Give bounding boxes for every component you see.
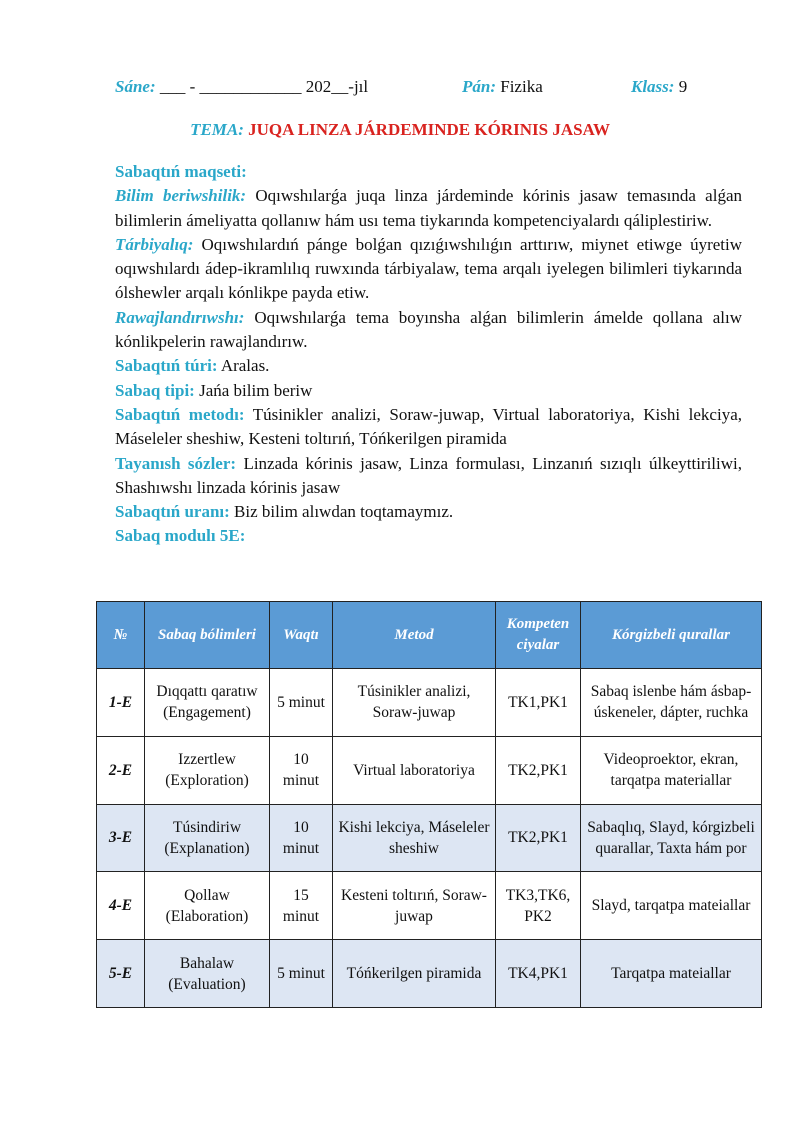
table-row — [97, 940, 762, 1008]
header-number: № — [97, 602, 145, 669]
module-5e-table — [96, 601, 762, 1008]
time-cell: 10 minut — [270, 736, 333, 804]
competence-cell: TK2,PK1 — [496, 736, 581, 804]
lesson-motto-label: Sabaqtıń uranı: — [115, 502, 230, 522]
part-cell: Bahalaw (Evaluation) — [145, 940, 270, 1008]
class-field — [631, 76, 687, 98]
lesson-module-heading: Sabaq modulı 5E: — [115, 526, 246, 546]
subject-value: Fizika — [500, 77, 543, 96]
lesson-method-label: Sabaqtıń metodı: — [115, 404, 245, 424]
header-parts: Sabaq bólimleri — [145, 602, 270, 669]
goal-developmental — [115, 306, 742, 355]
time-cell: 15 minut — [270, 872, 333, 940]
date-label: Sáne: — [115, 77, 156, 96]
part-cell: Dıqqattı qaratıw (Engagement) — [145, 669, 270, 737]
header-tools: Kórgizbeli qurallar — [581, 602, 762, 669]
method-cell: Tóńkerilgen piramida — [333, 940, 496, 1008]
lesson-motto-value: Biz bilim alıwdan toqtamaymız. — [234, 502, 454, 522]
lesson-kind — [115, 379, 742, 403]
date-field — [115, 76, 368, 98]
lesson-type-value: Aralas. — [220, 356, 270, 376]
part-cell: Izzertlew (Exploration) — [145, 736, 270, 804]
time-cell: 5 minut — [270, 940, 333, 1008]
table-row — [97, 669, 762, 737]
competence-cell: TK2,PK1 — [496, 804, 581, 872]
lesson-kind-label: Sabaq tipi: — [115, 380, 195, 400]
stage-cell: 1-E — [97, 669, 145, 737]
competence-cell: TK4,PK1 — [496, 940, 581, 1008]
competence-cell: TK3,TK6, PK2 — [496, 872, 581, 940]
tools-cell: Slayd, tarqatpa mateiallar — [581, 872, 762, 940]
class-value: 9 — [678, 77, 688, 96]
stage-cell: 5-E — [97, 940, 145, 1008]
table-row — [97, 736, 762, 804]
lesson-keywords — [115, 452, 742, 501]
lesson-type — [115, 354, 742, 378]
goals-heading: Sabaqtıń maqseti: — [115, 162, 247, 181]
class-label: Klass: — [631, 77, 675, 96]
part-cell: Qollaw (Elaboration) — [145, 872, 270, 940]
topic-title: JUQA LINZA JÁRDEMINDE KÓRINIS JASAW — [248, 120, 610, 139]
competence-cell: TK1,PK1 — [496, 669, 581, 737]
tools-cell: Videoproektor, ekran, tarqatpa materiallar — [581, 736, 762, 804]
date-value: ___ - ____________ 202__-jıl — [159, 77, 369, 96]
goal-developmental-text: Oqıwshılarǵa tema boyınsha alǵan bilimlerin ámelde qollana alıw kónlikpelerin rawajlandırıw. — [115, 307, 743, 352]
goal-educational-label: Bilim beriwshilik: — [115, 186, 247, 206]
goal-upbringing-label: Tárbiyalıq: — [115, 234, 194, 254]
table-row — [97, 872, 762, 940]
header-time: Waqtı — [270, 602, 333, 669]
lesson-method-value: Túsinikler analizi, Soraw-juwap, Virtual laboratoriya, Kishi lekciya, Máseleler sheshiw, Kesteni toltırıń, Tóńkerilgen piramida — [115, 404, 742, 449]
tools-cell: Tarqatpa mateiallar — [581, 940, 762, 1008]
method-cell: Kesteni toltırıń, Soraw-juwap — [333, 872, 496, 940]
lesson-type-label: Sabaqtıń túri: — [115, 356, 218, 376]
part-cell: Túsindiriw (Explanation) — [145, 804, 270, 872]
goal-upbringing — [115, 233, 742, 306]
method-cell: Virtual laboratoriya — [333, 736, 496, 804]
lesson-kind-value: Jańa bilim beriw — [199, 380, 313, 400]
time-cell: 5 minut — [270, 669, 333, 737]
tools-cell: Sabaqlıq, Slayd, kórgizbeli quarallar, Taxta hám por — [581, 804, 762, 872]
time-cell: 10 minut — [270, 804, 333, 872]
lesson-body — [115, 160, 742, 549]
goal-upbringing-text: Oqıwshılardıń pánge bolǵan qızıǵıwshılıǵın arttırıw, miynet etiwge úyretiw oqıwshılardı ádep-ikramlılıq ruwxında tárbiyalaw, tema arqalı iyelegen bilimleri tiykarında ólshewler arqalı kónlikpe payda etiw. — [115, 234, 742, 303]
lesson-motto — [115, 500, 742, 524]
subject-field — [462, 76, 543, 98]
stage-cell: 3-E — [97, 804, 145, 872]
topic-line — [0, 119, 800, 141]
table-header-row — [97, 602, 762, 669]
lesson-keywords-value: Linzada kórinis jasaw, Linza formulası, Linzanıń sızıqlı úlkeyttiriliwi, Shashıwshı linzada kórinis jasaw — [115, 453, 743, 497]
stage-cell: 2-E — [97, 736, 145, 804]
subject-label: Pán: — [462, 77, 496, 96]
goal-developmental-label: Rawajlandırıwshı: — [115, 307, 245, 327]
goal-educational — [115, 184, 742, 233]
stage-cell: 4-E — [97, 872, 145, 940]
goal-educational-text: Oqıwshılarǵa juqa linza járdeminde kórinis jasaw temasında alǵan bilimlerin ámeliyatta qollanıw hám usı tema tiykarında kompetenciyalardı qáliplestiriw. — [115, 186, 742, 230]
lesson-method — [115, 403, 742, 452]
table-row — [97, 804, 762, 872]
header-competence: Kompeten ciyalar — [496, 602, 581, 669]
method-cell: Kishi lekciya, Máseleler sheshiw — [333, 804, 496, 872]
lesson-keywords-label: Tayanısh sózler: — [115, 453, 237, 473]
topic-label: TEMA: — [190, 120, 244, 139]
header-method: Metod — [333, 602, 496, 669]
tools-cell: Sabaq islenbe hám ásbap-úskeneler, dápter, ruchka — [581, 669, 762, 737]
method-cell: Túsinikler analizi, Soraw-juwap — [333, 669, 496, 737]
